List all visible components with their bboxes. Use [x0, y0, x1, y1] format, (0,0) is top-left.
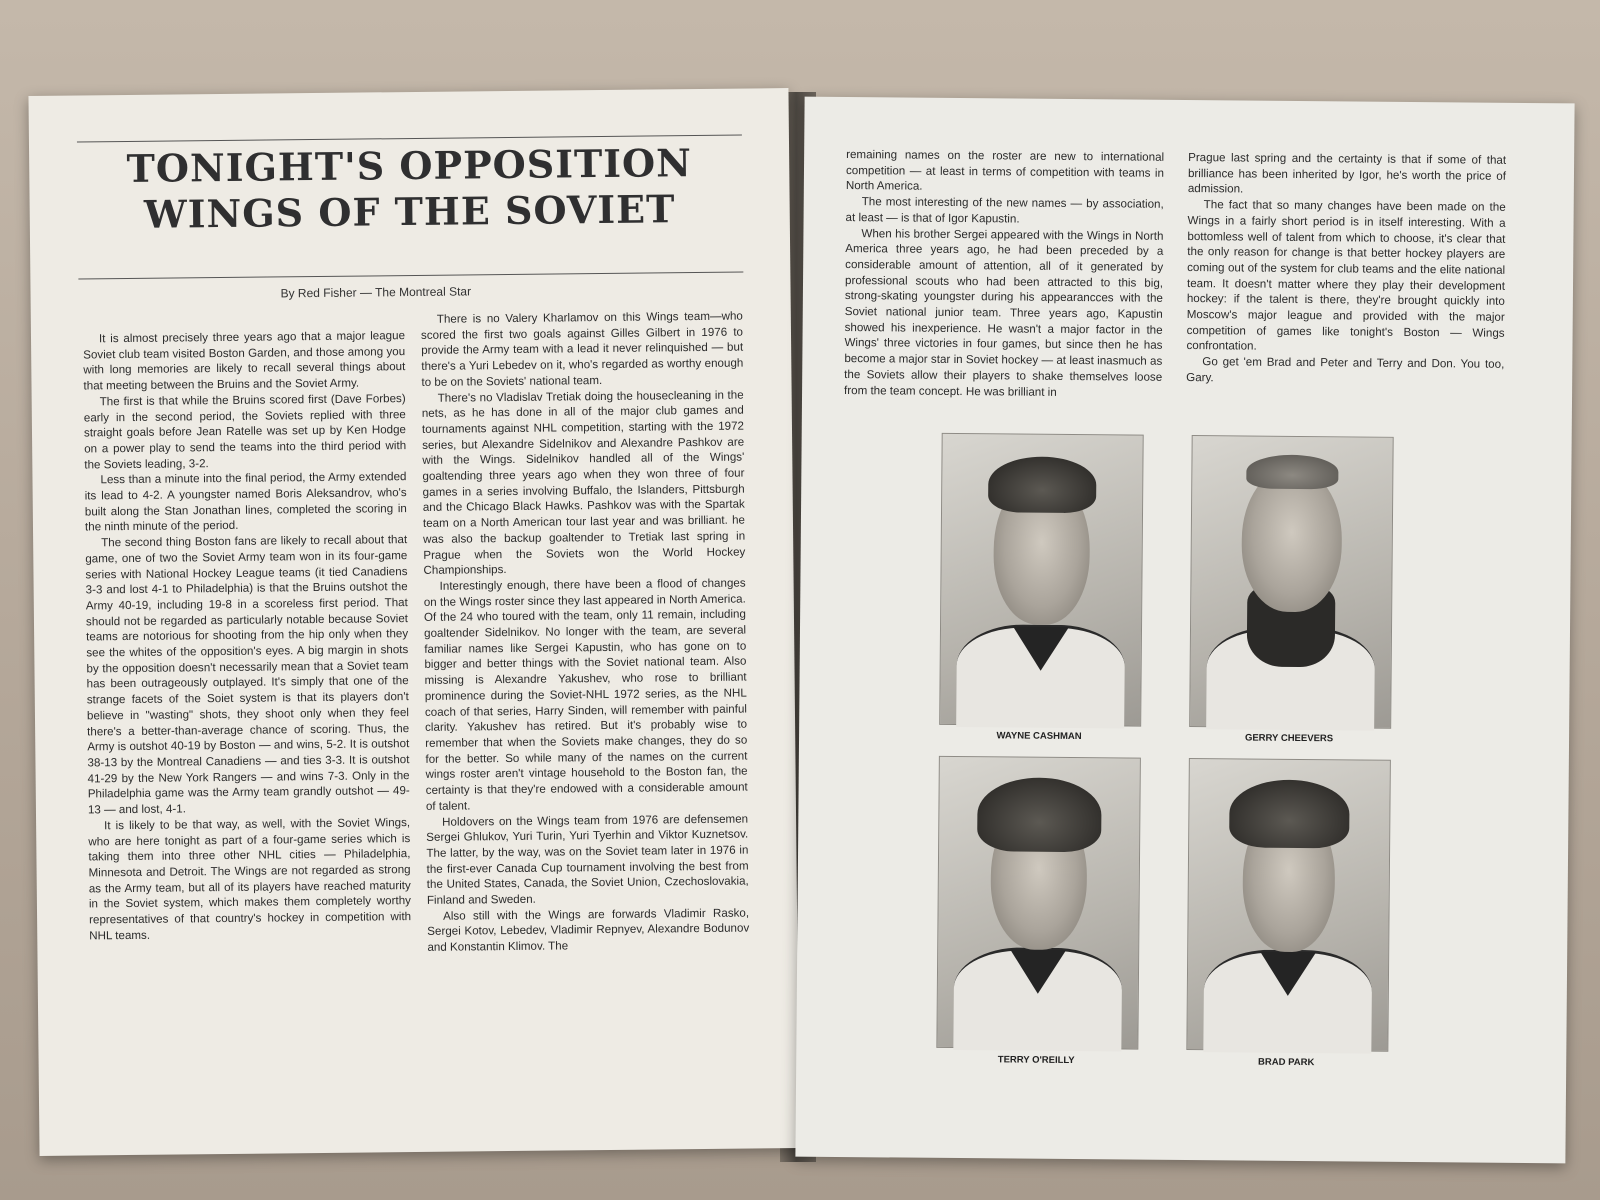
player-hair — [1246, 455, 1338, 490]
article-column-4 — [1186, 150, 1506, 388]
paragraph: There's no Vladislav Tretiak doing the housecleaning in the nets, as he has done in all of the major club games and tournaments against NHL competition, starting with the 1972 series, but Alexandre Sidelnikov and Alexandre Pashkov are with the Wings. Sidelnikov handled all of the Wings' goaltending three years ago when they won three of four games in a series involving Buffalo, the Islanders, Pittsburgh and the Chicago Black Hawks. Pashkov was with the Spartak team on a North American tour last year and was brilliant. he was also the backup goaltender to Tretiak last spring in Prague when the Soviets won the World Hockey Championships. — [421, 388, 746, 578]
paragraph: It is almost precisely three years ago that a major league Soviet club team visited Boston Garden, and those among you with long memories are likely to recall several things about that meeting between the Bruins and the Soviet Army. — [83, 329, 406, 393]
paragraph: There is no Valery Kharlamov on this Wings team—who scored the first two goals against Gilles Gilbert in 1976 to provide the Army team with a lead it never relinquished — but there's a Yuri Lebedev on it, who's regarded as worthy enough to be on the Soviets' national team. — [420, 309, 744, 389]
player-hair — [977, 777, 1102, 852]
headline-line-2: WINGS OF THE SOVIET — [143, 186, 676, 237]
player-photo-terry-oreilly — [936, 756, 1141, 1050]
photo-caption: GERRY CHEEVERS — [1244, 732, 1334, 745]
photo-caption: BRAD PARK — [1258, 1056, 1315, 1069]
left-page — [28, 88, 799, 1156]
player-photo-wayne-cashman — [939, 433, 1144, 727]
photo-caption: WAYNE CASHMAN — [996, 730, 1082, 743]
player-hair — [1229, 779, 1350, 848]
article-column-1 — [83, 328, 411, 944]
byline: By Red Fisher — The Montreal Star — [280, 284, 472, 301]
paragraph: Interestingly enough, there have been a flood of changes on the Wings roster since they last appeared in North America. Of the 24 who toured with the team, only 11 remain, including goaltender Sidelnikov. No longer with the team, are several familiar names like Sergei Kapustin, who has gone on to bigger and better things with the Soviet national team. Also missing is Alexandre Yakushev, who rose to brilliant prominence during the Soviet-NHL 1972 series, as the NHL coach of that series, Harry Sinden, will remember with painful clarity. Yakushev has retired. But it's probably wise to remember that when the Soviets make changes, they do so for the better. So while many of the names on the current wings roster aren't vintage household to the Boston fan, the certainty is that they're endowed with a considerable amount of talent. — [423, 576, 748, 813]
paragraph: The first is that while the Bruins scored first (Dave Forbes) early in the second period, the Soviets replied with three straight goals before Jean Ratelle was set up by Ken Hodge on a power play to send the teams into the third period with the Soviets leading, 3-2. — [83, 391, 407, 472]
paragraph: The second thing Boston fans are likely to recall about that game, one of two the Soviet Army team won in its four-game series with National Hockey League teams (it tied Canadiens 3-3 and lost 4-1 to Philadelphia) is that the Bruins outshot the Army 40-19, including 19-8 in a scoreless first period. That should not be regarded as particularly notable because Soviet teams are notorious for shooting from the hip only when they see the whites of the opposition's eyes. A big margin in shots by the opposition doesn't necessarily mean that a Soviet team has been outrageously outplayed. It's simply that one of the strange facets of the Soiet system is that its players don't believe in "wasting" shots, they shoot only when they feel there's a better-than-average chance of scoring. Thus, the Army is outshot 40-19 by Boston — and wins, 5-2. It is outshot 38-13 by the Montreal Canadiens — and ties 3-3. It is outshot 41-29 by the New York Rangers — and wins 7-3. Only in the Philadelphia game was the Army team grandly outshot — 49-13 — and lost, 4-1. — [85, 533, 410, 817]
photo-caption: TERRY O'REILLY — [997, 1054, 1075, 1067]
paragraph: Less than a minute into the final period, the Army extended its lead to 4-2. A youngster named Boris Aleksandrov, who's built along the Stan Jonathan lines, completed the scoring in the ninth minute of the period. — [84, 470, 407, 534]
paragraph: When his brother Sergei appeared with the Wings in North America three years ago, he had been preceded by a considerable amount of attention, all of it generated by professional scouts who had been attracted to this big, strong-skating youngster during his appearancces with the Soviet national junior team. Three years ago, Kapustin showed his inexperience. He wasn't a major factor in the Wings' three victories in four games, but since then he has become a major star in Soviet hockey — at least inasmuch as the Soviets allow their players to shake themselves loose from the team concept. He was brilliant in — [844, 226, 1164, 399]
byline-rule — [78, 272, 743, 280]
article-column-2 — [421, 309, 750, 956]
paragraph: remaining names on the roster are new to international competition — at least in terms of competition with teams in North America. — [845, 148, 1165, 194]
jersey-collar — [1010, 949, 1066, 993]
jersey-collar — [1260, 952, 1316, 996]
right-page — [795, 97, 1574, 1164]
article-column-3 — [844, 147, 1164, 401]
player-photo-brad-park — [1186, 758, 1391, 1052]
paragraph: Prague last spring and the certainty is that if some of that brilliance has been inherited by Igor, he's worth the price of admission. — [1187, 151, 1507, 196]
paragraph: Holdovers on the Wings team from 1976 are defensemen Sergei Ghlukov, Yuri Turin, Yuri Tyerhin and Viktor Kuznetsov. The latter, by the way, was on the Soviet team later in 1976 in the first-ever Canada Cup tournament involving the best from the United States, Canada, the Soviet Union, Czechoslovakia, Finland and Sweden. — [426, 812, 749, 907]
paragraph: Go get 'em Brad and Peter and Terry and Don. You too, Gary. — [1186, 355, 1505, 385]
player-photo-gerry-cheevers — [1189, 435, 1394, 729]
headline-line-1: TONIGHT'S OPPOSITION — [126, 140, 693, 191]
player-hair — [988, 456, 1096, 513]
paragraph: Also still with the Wings are forwards Vladimir Rasko, Sergei Kotov, Lebedev, Vladimir Repnyev, Alexandre Bodunov and Konstantin Klimov. The — [427, 906, 750, 955]
paragraph: The fact that so many changes have been made on the Wings in a fairly short period is in itself interesting. With a bottomless well of talent from which to choose, it's clear that the only reason for change is that better hockey players are coming out of the system for club teams and the elite national team. It doesn't matter where they play their development hockey: if the talent is there, they're brought quickly into Moscow's major league and provided with the major competition of games like tonight's Boston — Wings confrontation. — [1186, 198, 1506, 354]
jersey-collar — [1013, 626, 1069, 670]
paragraph: The most interesting of the new names — by association, at least — is that of Igor Kapustin. — [845, 195, 1164, 226]
paragraph: It is likely to be that way, as well, with the Soviet Wings, who are here tonight as part of a four-game series which is taking them into three other NHL cities — Philadelphia, Minnesota and Detroit. The Wings are not regarded as strong as the Army team, but all of its players have reached maturity in the Soviet system, which makes them completely worthy representatives of that country's hockey in competition with NHL teams. — [88, 815, 412, 943]
